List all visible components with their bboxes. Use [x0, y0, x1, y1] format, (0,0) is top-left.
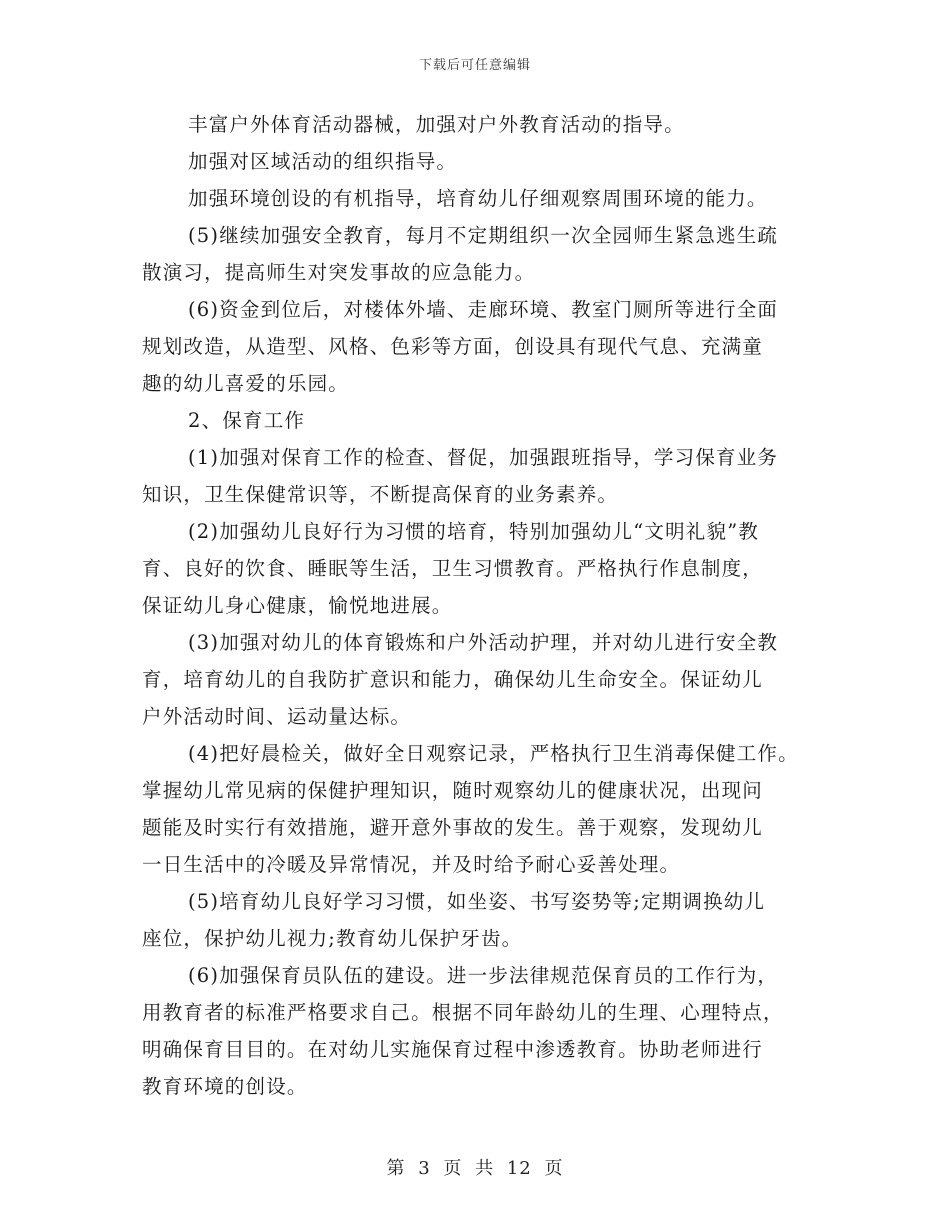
text-line: 散演习，提高师生对突发事故的应急能力。: [142, 261, 536, 284]
document-body: [142, 106, 822, 1105]
text-line: (2)加强幼儿良好行为习惯的培育，特别加强幼儿“文明礼貌”教: [188, 520, 760, 543]
text-line: 规划改造，从造型、风格、色彩等方面，创设具有现代气息、充满童: [142, 335, 764, 358]
text-line: 明确保育目目的。在对幼儿实施保育过程中渗透教育。协助老师进行: [142, 1038, 764, 1061]
text-line: (3)加强对幼儿的体育锻炼和户外活动护理，并对幼儿进行安全教: [188, 631, 779, 654]
text-line: 一日生活中的冷暖及异常情况，并及时给予耐心妥善处理。: [142, 853, 681, 876]
text-line: 育，培育幼儿的自我防扩意识和能力，确保幼儿生命安全。保证幼儿: [142, 668, 764, 691]
text-line: (1)加强对保育工作的检查、督促，加强跟班指导，学习保育业务: [188, 446, 779, 469]
text-line: 加强环境创设的有机指导，培育幼儿仔细观察周围环境的能力。: [188, 187, 768, 210]
text-line: (6)资金到位后，对楼体外墙、走廊环境、教室门厕所等进行全面: [188, 298, 779, 321]
text-line: 用教育者的标准严格要求自己。根据不同年龄幼儿的生理、心理特点，: [142, 1001, 784, 1024]
text-line: 育、良好的饮食、睡眠等生活，卫生习惯教育。严格执行作息制度，: [142, 557, 764, 580]
text-line: (5)培育幼儿良好学习习惯，如坐姿、书写姿势等;定期调换幼儿: [188, 890, 766, 913]
text-line: 掌握幼儿常见病的保健护理知识，随时观察幼儿的健康状况，出现问: [142, 779, 764, 802]
text-line: 保证幼儿身心健康，愉悦地进展。: [142, 594, 453, 617]
text-line: 座位，保护幼儿视力;教育幼儿保护牙齿。: [142, 927, 523, 950]
text-line: 加强对区域活动的组织指导。: [188, 150, 458, 173]
page-footer: 第 3 页 共 12 页: [386, 1158, 564, 1179]
text-line: (4)把好晨检关，做好全日观察记录，严格执行卫生消毒保健工作。: [188, 742, 799, 765]
text-line: 2、保育工作: [188, 409, 306, 432]
text-line: 户外活动时间、运动量达标。: [142, 705, 412, 728]
text-line: 丰富户外体育活动器械，加强对户外教育活动的指导。: [188, 113, 685, 136]
text-line: 教育环境的创设。: [142, 1075, 308, 1098]
text-line: 知识，卫生保健常识等，不断提高保育的业务素养。: [142, 483, 619, 506]
text-line: (5)继续加强安全教育，每月不定期组织一次全园师生紧急逃生疏: [188, 224, 779, 247]
page-header: 下载后可任意编辑: [418, 58, 531, 73]
text-line: 题能及时实行有效措施，避开意外事故的发生。善于观察，发现幼儿: [142, 816, 764, 839]
text-line: 趣的幼儿喜爱的乐园。: [142, 372, 350, 395]
text-line: (6)加强保育员队伍的建设。进一步法律规范保育员的工作行为，: [188, 964, 779, 987]
